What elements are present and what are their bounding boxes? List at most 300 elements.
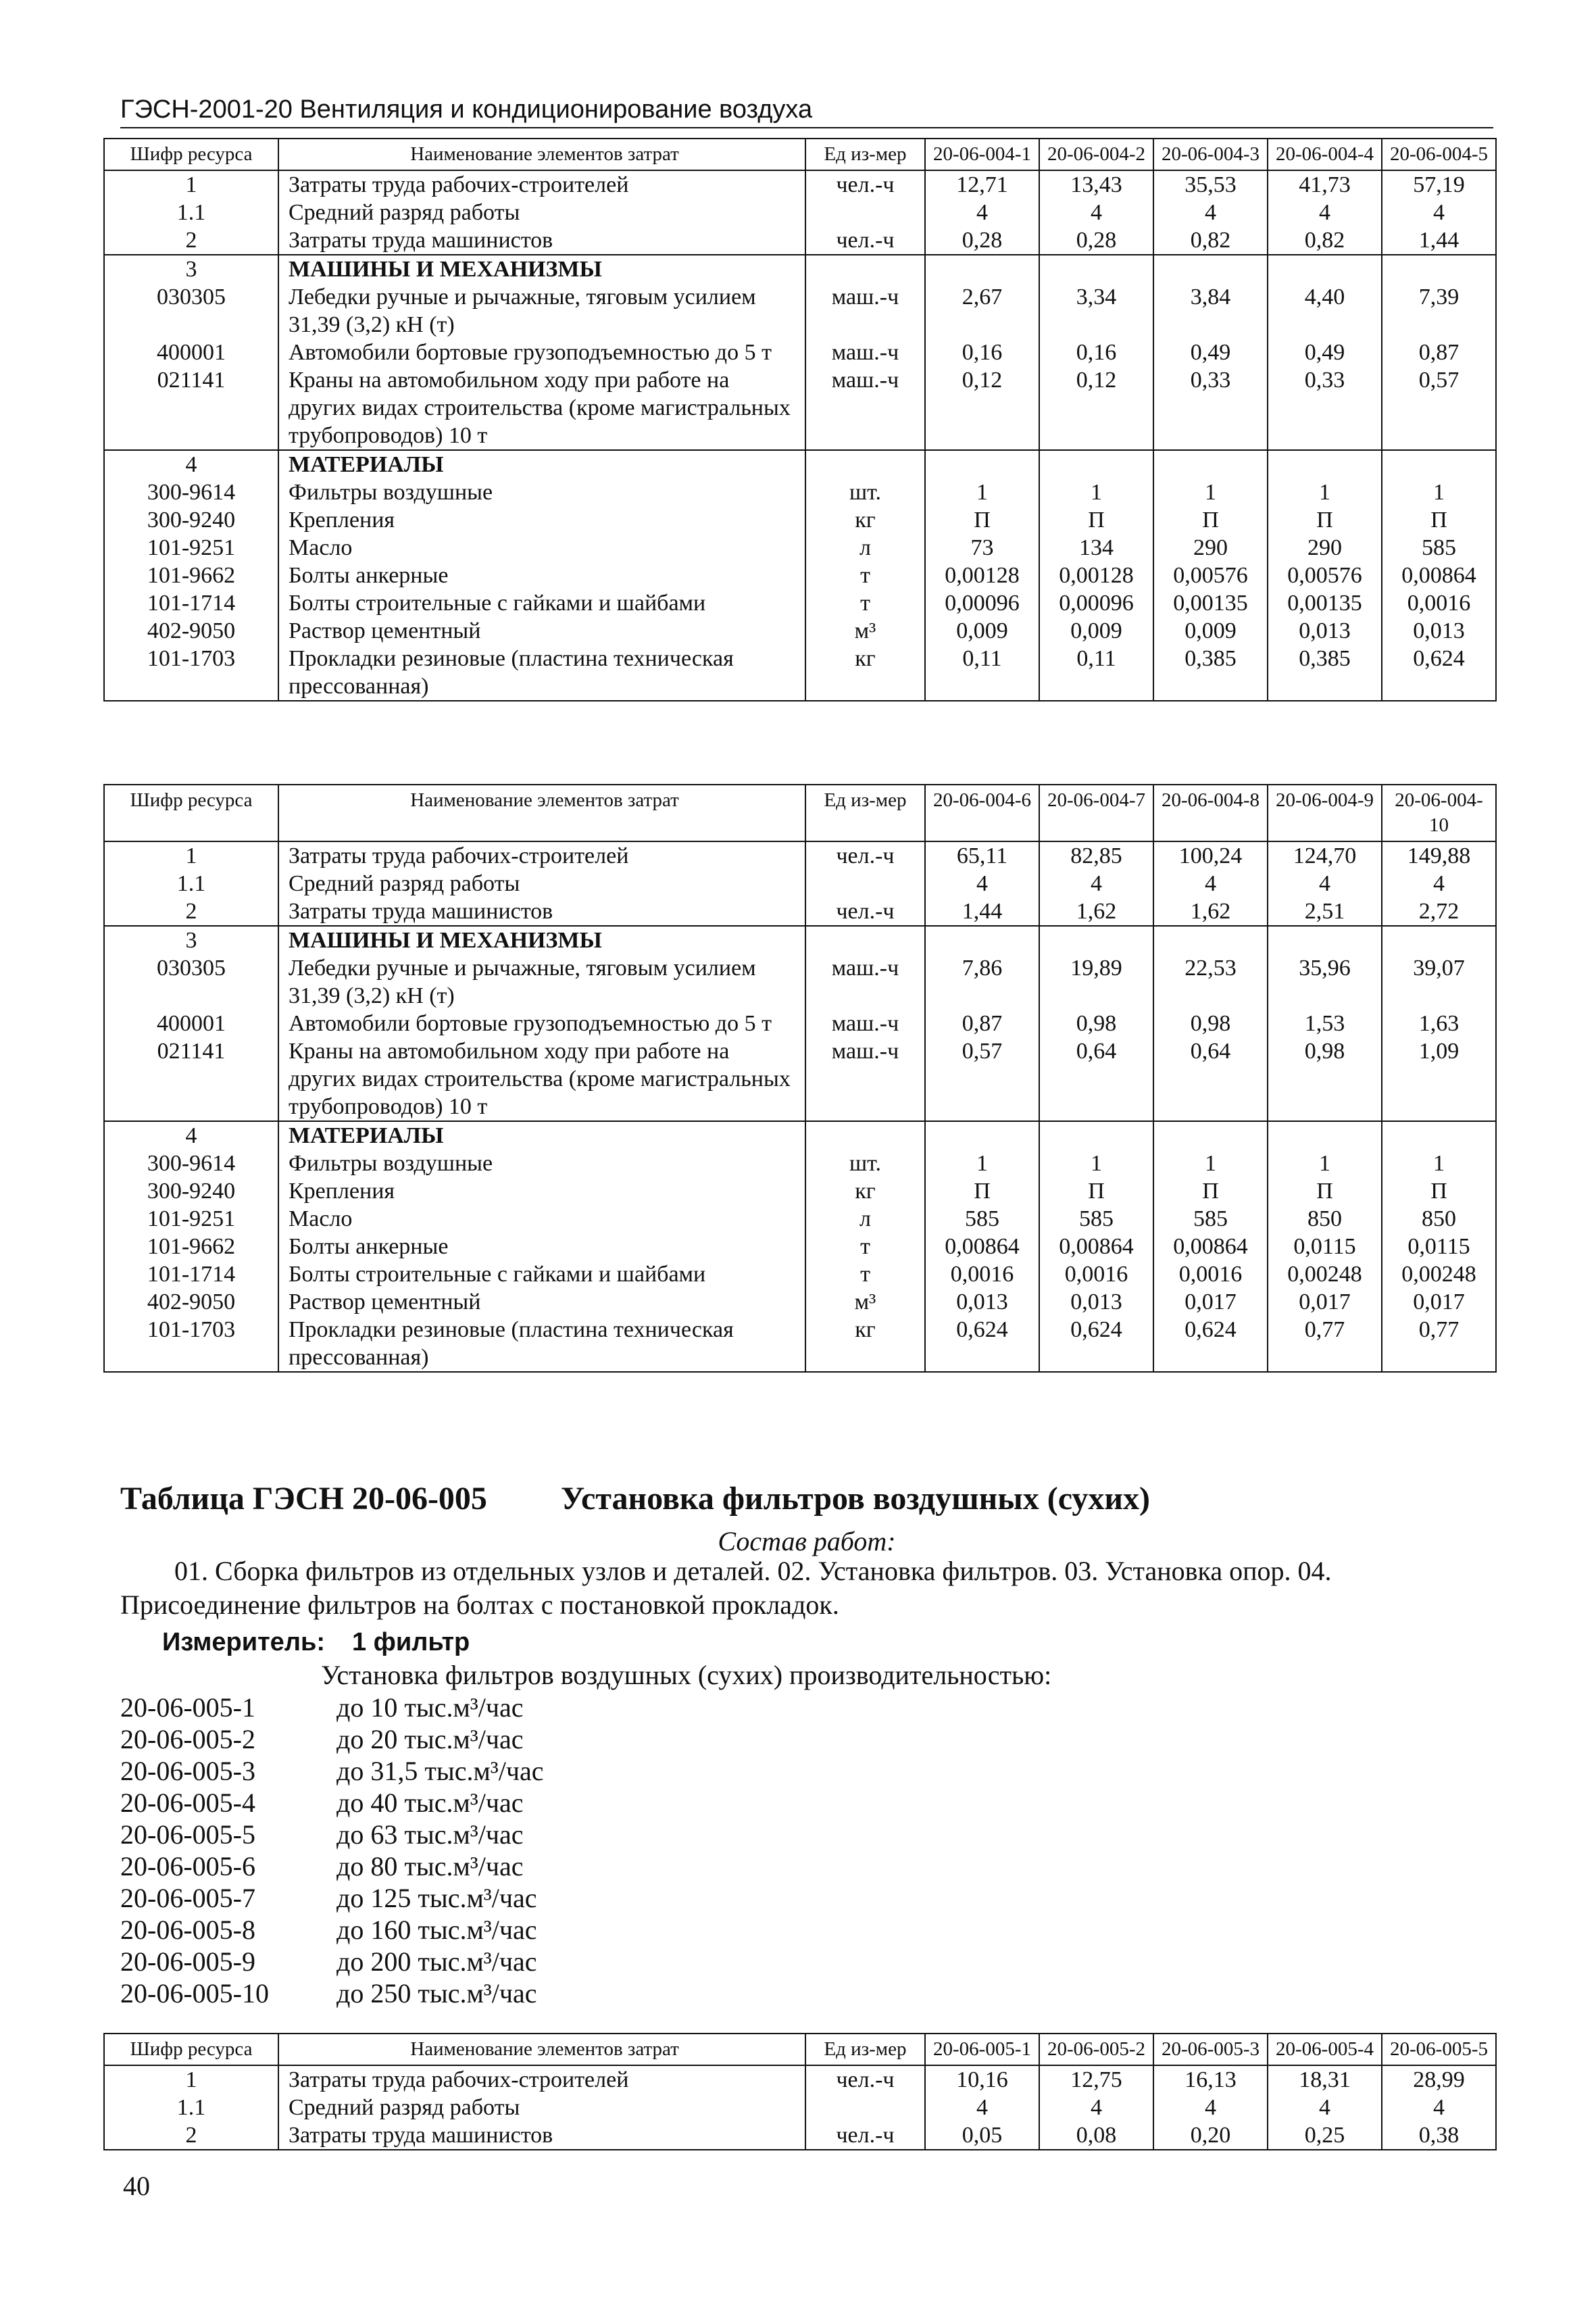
row-code: 021141 — [104, 1037, 278, 1121]
header-unit: Ед из-мер — [805, 2034, 925, 2065]
header-col: 20-06-005-2 — [1039, 2034, 1153, 2065]
table-row — [104, 1316, 1496, 1372]
row-value: 1 — [1039, 1150, 1153, 1177]
row-value: 149,88 — [1382, 841, 1496, 870]
row-value: 0,20 — [1153, 2121, 1268, 2150]
row-value: 4 — [925, 2094, 1039, 2121]
row-unit: маш.-ч — [805, 1037, 925, 1121]
row-code: 030305 — [104, 283, 278, 339]
row-name: Фильтры воздушные — [278, 1150, 805, 1177]
table-row — [104, 226, 1496, 255]
row-code: 101-1703 — [104, 645, 278, 701]
row-value — [925, 1121, 1039, 1150]
row-name: Прокладки резиновые (пластина техническая прессованная) — [278, 1316, 805, 1372]
row-value: 0,00248 — [1382, 1260, 1496, 1288]
row-unit: чел.-ч — [805, 897, 925, 926]
section-title: МАШИНЫ И МЕХАНИЗМЫ — [278, 255, 805, 283]
row-value: 0,00864 — [1382, 562, 1496, 589]
variant-code: 20-06-005-8 — [120, 1915, 255, 1945]
row-name: Болты анкерные — [278, 1233, 805, 1260]
section-row-materials — [104, 450, 1496, 478]
table-row — [104, 2065, 1496, 2094]
row-value — [1153, 450, 1268, 478]
row-unit: маш.-ч — [805, 1010, 925, 1037]
row-value — [1153, 926, 1268, 954]
row-unit: чел.-ч — [805, 2121, 925, 2150]
row-value: 10,16 — [925, 2065, 1039, 2094]
table-header-row — [104, 139, 1496, 170]
table-row — [104, 1233, 1496, 1260]
row-name: Фильтры воздушные — [278, 478, 805, 506]
row-value: 0,624 — [1382, 645, 1496, 701]
row-name: Затраты труда рабочих-строителей — [278, 841, 805, 870]
section-title: МАШИНЫ И МЕХАНИЗМЫ — [278, 926, 805, 954]
row-name: Затраты труда машинистов — [278, 897, 805, 926]
row-value: 290 — [1153, 534, 1268, 562]
row-value: 0,16 — [925, 339, 1039, 366]
row-name: Крепления — [278, 506, 805, 534]
row-value: 0,00576 — [1153, 562, 1268, 589]
measure-label: Измеритель: — [162, 1628, 325, 1656]
row-code: 4 — [104, 450, 278, 478]
header-col: 20-06-004-7 — [1039, 785, 1153, 841]
row-value: П — [1382, 506, 1496, 534]
row-unit: шт. — [805, 1150, 925, 1177]
row-value: 0,82 — [1153, 226, 1268, 255]
row-value: 4 — [1382, 2094, 1496, 2121]
row-value — [1039, 450, 1153, 478]
row-unit: м³ — [805, 617, 925, 645]
row-value: 0,385 — [1153, 645, 1268, 701]
row-code: 101-9662 — [104, 1233, 278, 1260]
row-value — [1268, 255, 1382, 283]
row-unit: кг — [805, 645, 925, 701]
row-value: 3,84 — [1153, 283, 1268, 339]
row-value: 0,98 — [1153, 1010, 1268, 1037]
row-value: 4,40 — [1268, 283, 1382, 339]
row-value: 0,00128 — [1039, 562, 1153, 589]
row-name: Средний разряд работы — [278, 199, 805, 226]
row-unit: шт. — [805, 478, 925, 506]
row-value: 0,57 — [925, 1037, 1039, 1121]
row-value: 1,62 — [1039, 897, 1153, 926]
row-value: 4 — [1153, 199, 1268, 226]
header-col: 20-06-004-8 — [1153, 785, 1268, 841]
row-name: Затраты труда рабочих-строителей — [278, 2065, 805, 2094]
table-row — [104, 645, 1496, 701]
row-value: 2,51 — [1268, 897, 1382, 926]
table-row — [104, 2121, 1496, 2150]
row-value: 0,00135 — [1268, 589, 1382, 617]
row-value: 1,44 — [1382, 226, 1496, 255]
row-value: 0,00096 — [925, 589, 1039, 617]
row-value: 1 — [1153, 1150, 1268, 1177]
row-value: 585 — [925, 1205, 1039, 1233]
row-value: 0,624 — [1039, 1316, 1153, 1372]
row-name: Средний разряд работы — [278, 2094, 805, 2121]
table-row — [104, 2094, 1496, 2121]
row-value: 100,24 — [1153, 841, 1268, 870]
header-col: 20-06-004-1 — [925, 139, 1039, 170]
row-unit: кг — [805, 506, 925, 534]
row-value: 0,0016 — [1382, 589, 1496, 617]
row-value: 0,00135 — [1153, 589, 1268, 617]
row-value: 1 — [925, 478, 1039, 506]
section-row-machines — [104, 255, 1496, 283]
row-code: 101-1714 — [104, 1260, 278, 1288]
section-title: МАТЕРИАЛЫ — [278, 450, 805, 478]
row-value: 41,73 — [1268, 170, 1382, 199]
row-code: 1.1 — [104, 2094, 278, 2121]
row-code: 4 — [104, 1121, 278, 1150]
row-unit: маш.-ч — [805, 283, 925, 339]
row-value: 0,0115 — [1268, 1233, 1382, 1260]
row-value: 4 — [1382, 199, 1496, 226]
running-header-title: ГЭСН-2001-20 Вентиляция и кондиционирование воздуха — [120, 95, 813, 124]
row-unit: чел.-ч — [805, 841, 925, 870]
table-row — [104, 617, 1496, 645]
row-value: 39,07 — [1382, 954, 1496, 1010]
row-value: 0,87 — [1382, 339, 1496, 366]
running-header — [120, 93, 1493, 128]
variant-text: до 63 тыс.м³/час — [336, 1819, 524, 1850]
table-row — [104, 170, 1496, 199]
table-row — [104, 841, 1496, 870]
row-value: 0,77 — [1382, 1316, 1496, 1372]
table-row — [104, 534, 1496, 562]
row-code: 300-9614 — [104, 478, 278, 506]
row-value: 7,39 — [1382, 283, 1496, 339]
row-value: 1 — [925, 1150, 1039, 1177]
header-col: 20-06-005-1 — [925, 2034, 1039, 2065]
row-value: 82,85 — [1039, 841, 1153, 870]
row-value: 0,16 — [1039, 339, 1153, 366]
row-code: 2 — [104, 897, 278, 926]
row-name: Масло — [278, 534, 805, 562]
row-value — [925, 255, 1039, 283]
table-row — [104, 478, 1496, 506]
row-value: 0,624 — [925, 1316, 1039, 1372]
row-value: 18,31 — [1268, 2065, 1382, 2094]
table-row — [104, 339, 1496, 366]
table-row — [104, 1288, 1496, 1316]
row-value: 0,49 — [1153, 339, 1268, 366]
row-code: 101-1714 — [104, 589, 278, 617]
row-value: 585 — [1382, 534, 1496, 562]
variant-text: до 160 тыс.м³/час — [336, 1915, 537, 1945]
row-name: Автомобили бортовые грузоподъемностью до 5 т — [278, 1010, 805, 1037]
row-value: 0,05 — [925, 2121, 1039, 2150]
row-value: 2,72 — [1382, 897, 1496, 926]
row-value: 35,96 — [1268, 954, 1382, 1010]
section-row-materials — [104, 1121, 1496, 1150]
row-value: 0,017 — [1382, 1288, 1496, 1316]
variant-text: до 40 тыс.м³/час — [336, 1788, 524, 1818]
header-code: Шифр ресурса — [104, 139, 278, 170]
variant-code: 20-06-005-1 — [120, 1692, 255, 1723]
page-number: 40 — [123, 2171, 150, 2201]
row-value: 4 — [1382, 870, 1496, 897]
row-value: 850 — [1268, 1205, 1382, 1233]
row-value: 12,75 — [1039, 2065, 1153, 2094]
row-unit — [805, 2094, 925, 2121]
table-row — [104, 1260, 1496, 1288]
row-value — [1153, 1121, 1268, 1150]
header-unit: Ед из-мер — [805, 785, 925, 841]
row-value: 4 — [1268, 2094, 1382, 2121]
variant-code: 20-06-005-10 — [120, 1978, 269, 2009]
row-value: П — [1268, 506, 1382, 534]
table-header-row — [104, 2034, 1496, 2065]
row-unit: чел.-ч — [805, 226, 925, 255]
row-value: 0,33 — [1268, 366, 1382, 450]
row-unit: кг — [805, 1177, 925, 1205]
header-col: 20-06-004-2 — [1039, 139, 1153, 170]
variants-intro: Установка фильтров воздушных (сухих) производительностью: — [321, 1660, 1052, 1690]
header-col: 20-06-005-4 — [1268, 2034, 1382, 2065]
row-value: П — [1039, 506, 1153, 534]
row-code: 2 — [104, 226, 278, 255]
row-value: 0,0016 — [1039, 1260, 1153, 1288]
row-unit — [805, 926, 925, 954]
row-code: 101-9662 — [104, 562, 278, 589]
row-value — [1039, 255, 1153, 283]
header-col: 20-06-004-4 — [1268, 139, 1382, 170]
header-code: Шифр ресурса — [104, 2034, 278, 2065]
row-unit: т — [805, 589, 925, 617]
table-row — [104, 199, 1496, 226]
row-code: 101-1703 — [104, 1316, 278, 1372]
row-value — [1153, 255, 1268, 283]
row-value: 0,00248 — [1268, 1260, 1382, 1288]
table-row — [104, 870, 1496, 897]
row-value: П — [1039, 1177, 1153, 1205]
header-name: Наименование элементов затрат — [278, 139, 805, 170]
row-value — [1382, 450, 1496, 478]
variant-item — [120, 1914, 537, 1946]
row-value: 0,0016 — [925, 1260, 1039, 1288]
row-value: 1 — [1039, 478, 1153, 506]
row-unit: т — [805, 1233, 925, 1260]
row-value: 4 — [925, 870, 1039, 897]
row-value: 585 — [1039, 1205, 1153, 1233]
row-value: 0,00576 — [1268, 562, 1382, 589]
row-value: 0,00096 — [1039, 589, 1153, 617]
variant-code: 20-06-005-4 — [120, 1788, 255, 1818]
row-unit: чел.-ч — [805, 170, 925, 199]
row-value: 0,38 — [1382, 2121, 1496, 2150]
row-value: П — [1382, 1177, 1496, 1205]
row-value: 0,28 — [925, 226, 1039, 255]
row-value: 0,00864 — [925, 1233, 1039, 1260]
row-value: 0,08 — [1039, 2121, 1153, 2150]
variant-text: до 80 тыс.м³/час — [336, 1851, 524, 1881]
table-title-label: Таблица ГЭСН 20-06-005 — [120, 1481, 487, 1517]
row-unit: л — [805, 534, 925, 562]
row-code: 101-9251 — [104, 534, 278, 562]
variant-item — [120, 1692, 524, 1723]
row-unit: м³ — [805, 1288, 925, 1316]
row-value: 0,28 — [1039, 226, 1153, 255]
row-value: 1 — [1382, 478, 1496, 506]
row-value: 0,00864 — [1153, 1233, 1268, 1260]
variant-item — [120, 1946, 537, 1977]
row-value: 0,64 — [1039, 1037, 1153, 1121]
variant-text: до 125 тыс.м³/час — [336, 1883, 537, 1913]
header-unit: Ед из-мер — [805, 139, 925, 170]
table-row — [104, 589, 1496, 617]
row-value: 0,009 — [1153, 617, 1268, 645]
header-col: 20-06-005-3 — [1153, 2034, 1268, 2065]
row-name: Автомобили бортовые грузоподъемностью до 5 т — [278, 339, 805, 366]
row-value: 1 — [1153, 478, 1268, 506]
row-code: 1 — [104, 170, 278, 199]
row-name: Раствор цементный — [278, 1288, 805, 1316]
row-value — [1382, 1121, 1496, 1150]
variant-item — [120, 1882, 537, 1914]
header-col: 20-06-004-9 — [1268, 785, 1382, 841]
row-code: 021141 — [104, 366, 278, 450]
row-value: 0,98 — [1039, 1010, 1153, 1037]
row-value: 0,12 — [1039, 366, 1153, 450]
row-value: 7,86 — [925, 954, 1039, 1010]
row-name: Масло — [278, 1205, 805, 1233]
row-value: 0,11 — [1039, 645, 1153, 701]
row-code: 1.1 — [104, 870, 278, 897]
variant-item — [120, 1723, 524, 1755]
row-value: 0,87 — [925, 1010, 1039, 1037]
variant-text: до 250 тыс.м³/час — [336, 1978, 537, 2009]
header-col: 20-06-005-5 — [1382, 2034, 1496, 2065]
row-value: 0,12 — [925, 366, 1039, 450]
variant-item — [120, 1977, 537, 2009]
row-unit: т — [805, 1260, 925, 1288]
row-value — [925, 450, 1039, 478]
row-value: 0,82 — [1268, 226, 1382, 255]
row-value: 13,43 — [1039, 170, 1153, 199]
row-value: 22,53 — [1153, 954, 1268, 1010]
row-code: 101-9251 — [104, 1205, 278, 1233]
row-value: 850 — [1382, 1205, 1496, 1233]
row-value: П — [1153, 506, 1268, 534]
variant-item — [120, 1755, 544, 1787]
row-code: 1.1 — [104, 199, 278, 226]
row-value: 28,99 — [1382, 2065, 1496, 2094]
row-code: 030305 — [104, 954, 278, 1010]
row-value: 0,009 — [1039, 617, 1153, 645]
header-name: Наименование элементов затрат — [278, 785, 805, 841]
row-code: 300-9240 — [104, 1177, 278, 1205]
table-title — [120, 1479, 1505, 1519]
row-value: 0,385 — [1268, 645, 1382, 701]
row-code: 1 — [104, 841, 278, 870]
row-name: Болты анкерные — [278, 562, 805, 589]
row-unit: чел.-ч — [805, 2065, 925, 2094]
row-name: Затраты труда машинистов — [278, 226, 805, 255]
variant-code: 20-06-005-3 — [120, 1756, 255, 1786]
row-code: 400001 — [104, 1010, 278, 1037]
resource-table-004-1-5 — [103, 138, 1497, 701]
row-value: П — [925, 1177, 1039, 1205]
row-value: 73 — [925, 534, 1039, 562]
row-value: 0,013 — [1039, 1288, 1153, 1316]
row-value: 0,013 — [925, 1288, 1039, 1316]
table-header-row — [104, 785, 1496, 841]
table-row — [104, 1150, 1496, 1177]
row-name: Болты строительные с гайками и шайбами — [278, 589, 805, 617]
row-value: 1,62 — [1153, 897, 1268, 926]
resource-table-004-6-10 — [103, 784, 1497, 1373]
variant-code: 20-06-005-7 — [120, 1883, 255, 1913]
row-value — [1382, 926, 1496, 954]
row-value: 4 — [1039, 199, 1153, 226]
row-unit: маш.-ч — [805, 366, 925, 450]
row-unit — [805, 1121, 925, 1150]
row-name: Краны на автомобильном ходу при работе на других видах строительства (кроме магистральных трубопроводов) 10 т — [278, 1037, 805, 1121]
row-value: 4 — [1268, 199, 1382, 226]
resource-table-005-1-5 — [103, 2033, 1497, 2150]
row-value: 0,25 — [1268, 2121, 1382, 2150]
table-row — [104, 562, 1496, 589]
row-value: 4 — [1039, 2094, 1153, 2121]
row-value: 4 — [1039, 870, 1153, 897]
row-value: 124,70 — [1268, 841, 1382, 870]
row-code: 3 — [104, 926, 278, 954]
row-value: 134 — [1039, 534, 1153, 562]
row-value: 19,89 — [1039, 954, 1153, 1010]
row-value: 585 — [1153, 1205, 1268, 1233]
row-value — [925, 926, 1039, 954]
row-value: 0,98 — [1268, 1037, 1382, 1121]
table-row — [104, 954, 1496, 1010]
row-value: 1,09 — [1382, 1037, 1496, 1121]
row-value: 16,13 — [1153, 2065, 1268, 2094]
table-row — [104, 1010, 1496, 1037]
header-col: 20-06-004-3 — [1153, 139, 1268, 170]
row-name: Краны на автомобильном ходу при работе на других видах строительства (кроме магистральных трубопроводов) 10 т — [278, 366, 805, 450]
row-value: 1 — [1268, 478, 1382, 506]
variant-text: до 20 тыс.м³/час — [336, 1724, 524, 1754]
row-value: 0,11 — [925, 645, 1039, 701]
row-value: 12,71 — [925, 170, 1039, 199]
variant-item — [120, 1819, 524, 1850]
row-value — [1268, 450, 1382, 478]
variant-item — [120, 1787, 524, 1819]
header-col: 20-06-004-6 — [925, 785, 1039, 841]
table-row — [104, 1037, 1496, 1121]
variant-text: до 10 тыс.м³/час — [336, 1692, 524, 1723]
header-name: Наименование элементов затрат — [278, 2034, 805, 2065]
row-code: 1 — [104, 2065, 278, 2094]
row-value: 0,00864 — [1039, 1233, 1153, 1260]
row-value: 2,67 — [925, 283, 1039, 339]
variant-text: до 31,5 тыс.м³/час — [336, 1756, 544, 1786]
row-value: 4 — [1268, 870, 1382, 897]
header-col: 20-06-004-5 — [1382, 139, 1496, 170]
section-row-machines — [104, 926, 1496, 954]
row-value — [1268, 926, 1382, 954]
table-row — [104, 283, 1496, 339]
row-value: 0,49 — [1268, 339, 1382, 366]
row-name: Прокладки резиновые (пластина техническая прессованная) — [278, 645, 805, 701]
row-unit: маш.-ч — [805, 339, 925, 366]
row-value — [1039, 1121, 1153, 1150]
variant-code: 20-06-005-6 — [120, 1851, 255, 1881]
row-value: 4 — [925, 199, 1039, 226]
table-row — [104, 897, 1496, 926]
table-row — [104, 1205, 1496, 1233]
row-value: 290 — [1268, 534, 1382, 562]
